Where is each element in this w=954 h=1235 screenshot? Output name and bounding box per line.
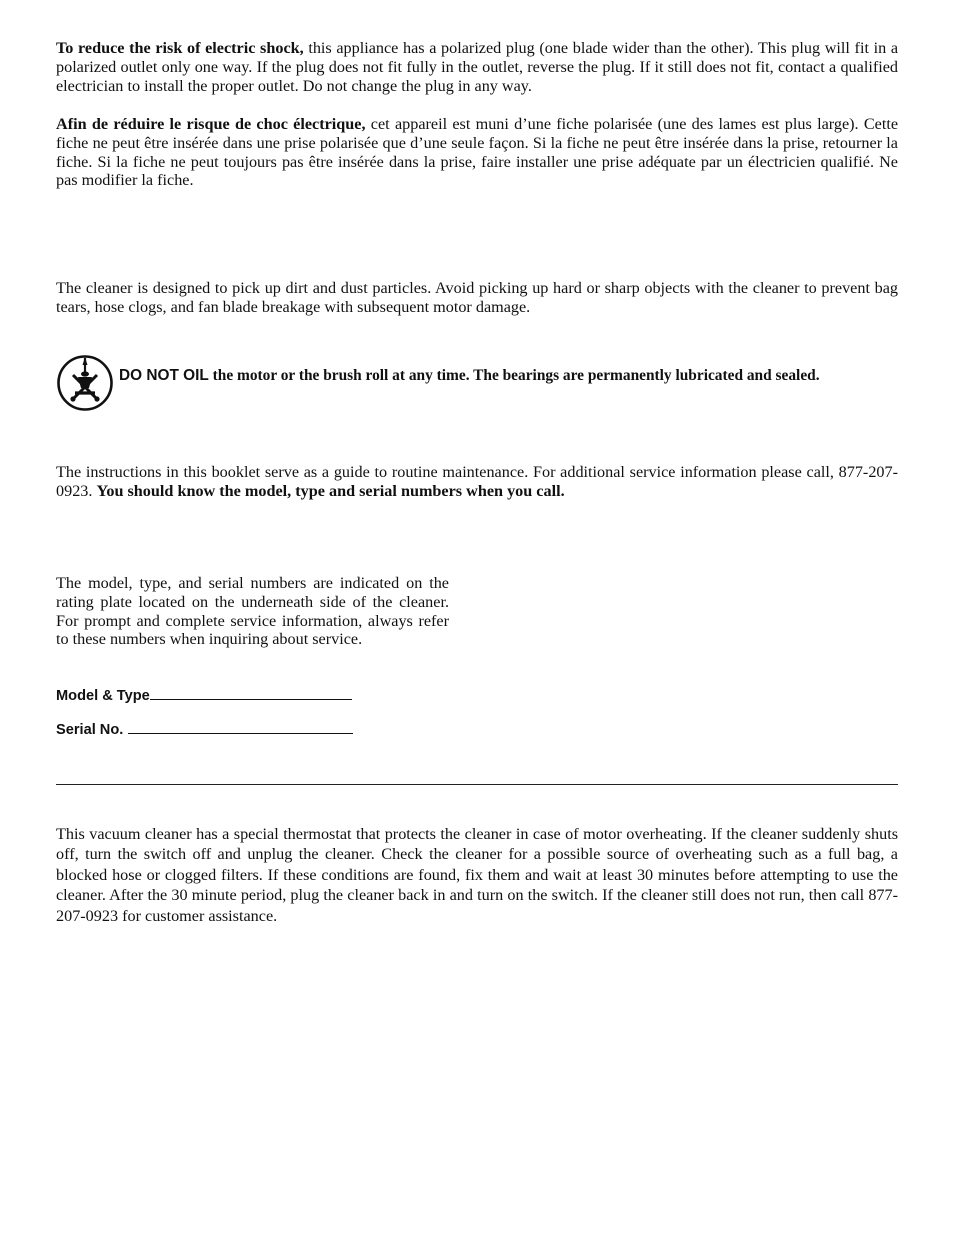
polarized-warning-lead-en: To reduce the risk of electric shock, [56,39,304,57]
do-not-oil-body: the motor or the brush roll at any time. The bearings are permanently lubricated and sealed. [208,367,820,384]
polarized-warning-body-en: this appliance has a polarized plug (one blade wider than the other). This plug will fit in a polarized outlet only one way. If the plug does not fit fully in the outlet, reverse the plug. If it still does not fit, contact a qualified electrician to install the proper outlet. Do not change the plug in any way. [56,39,898,95]
service-info-bold-tail: You should know the model, type and serial numbers when you call. [96,481,565,500]
serial-number-blank-line [128,719,353,734]
polarized-warning-body-fr: cet appareil est muni d’une fiche polarisée (une des lames est plus large). Cette fiche ne peut être insérée dans une prise polarisée que d’une seule façon. Si la fiche ne peut être insérée dans la prise, retourner la fiche. Si la fiche ne peut toujours pas être insérée dans la prise, faire installer une prise adéquate par un électricien qualifié. Ne pas modifier la fiche. [56,115,899,190]
no-oil-icon [56,352,114,412]
polarized-warning-lead-fr: Afin de réduire le risque de choc électrique, [56,115,366,133]
polarized-plug-warning-en [56,39,898,95]
serial-number-field [56,719,353,738]
service-info-paragraph [56,463,898,501]
service-info-body: The instructions in this booklet serve as a guide to routine maintenance. For additional service information please call, 877-207-0923. [56,463,898,500]
model-type-blank-line [150,685,352,700]
rating-plate-paragraph: The model, type, and serial numbers are indicated on the rating plate located on the underneath side of the cleaner. For prompt and complete service information, always refer to these numbers when inquiring about service. [56,574,449,649]
cleaner-use-paragraph: The cleaner is designed to pick up dirt and dust particles. Avoid picking up hard or sharp objects with the cleaner to prevent bag tears, hose clogs, and fan blade breakage with subsequent motor damage. [56,279,898,316]
do-not-oil-lead: DO NOT OIL [119,367,209,384]
section-divider [56,784,898,785]
polarized-plug-warning-fr [56,115,898,190]
do-not-oil-text [119,367,820,385]
thermostat-paragraph: This vacuum cleaner has a special thermostat that protects the cleaner in case of motor overheating. If the cleaner suddenly shuts off, turn the switch off and unplug the cleaner. Check the cleaner for a possible source of overheating such as a full bag, a blocked hose or clogged filters. If these conditions are found, fix them and wait at least 30 minutes before attempting to use the cleaner. After the 30 minute period, plug the cleaner back in and turn on the switch. If the cleaner still does not run, then call 877-207-0923 for customer assistance. [56,825,898,925]
model-type-field [56,685,352,704]
do-not-oil-notice [56,352,898,414]
model-type-label: Model & Type [56,688,150,704]
serial-number-label: Serial No. [56,722,124,738]
